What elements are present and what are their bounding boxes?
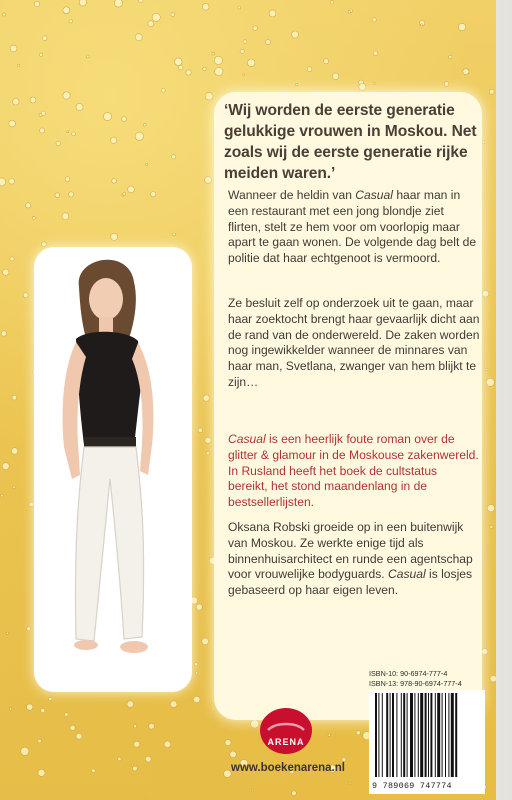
bubble [482,649,488,655]
bubble [111,233,118,240]
bubble [63,92,70,99]
bubble [215,67,223,75]
bubble [92,769,96,773]
bubble [195,672,198,675]
bubble [65,713,69,717]
bubble [34,1,40,7]
bubble [69,192,74,197]
barcode [373,693,481,781]
barcode-bar [420,693,423,777]
barcode-bar [401,693,402,777]
bubble [29,502,33,506]
bubble [359,83,366,90]
bubble [38,739,42,743]
barcode-bar [382,693,383,777]
barcode-bar [418,693,419,777]
bubble [225,740,231,746]
bubble [114,0,122,7]
bubble [205,176,212,183]
bubble [348,10,351,13]
barcode-bar [375,693,377,777]
bubble [2,463,9,470]
bubble [173,233,176,236]
bubble [79,0,86,6]
bubble [151,192,156,197]
bubble [205,437,211,443]
publisher-website: www.boekenarena.nl [231,762,345,774]
bubble [69,20,72,23]
bubble [21,747,29,755]
bubble [11,448,18,455]
bubble [3,269,9,275]
barcode-bar [392,693,394,777]
bubble [253,26,257,30]
bubble [134,741,140,747]
bubble [243,74,245,76]
bubble [30,97,36,103]
bubble [10,257,14,261]
bubble [490,526,493,529]
bubble [0,178,6,186]
bubble [179,65,184,70]
barcode-bar [425,693,427,777]
bubble [70,725,75,730]
bubble [103,112,111,120]
bubble [202,3,209,10]
bubble [27,627,31,631]
bubble [9,179,15,185]
bubble [128,186,135,193]
bubble [143,123,146,126]
isbn-13: ISBN-13: 978-90-6974-777-4 [369,679,462,688]
bubble [307,67,312,72]
bubble [266,40,271,45]
bubble [247,59,255,67]
bubble [40,128,45,133]
bubble [342,757,346,761]
bubble [172,155,176,159]
arena-logo-shape [260,708,312,754]
barcode-number: 9 789069 747774 [372,781,452,791]
bubble [240,49,244,53]
bubble [135,34,142,41]
bubble [196,604,202,610]
bubble [171,13,175,17]
page-edge [496,0,512,800]
bubble [145,756,151,762]
bubble [149,723,155,729]
bubble [26,203,31,208]
bubble [76,103,83,110]
book-title-italic: Casual [388,567,426,582]
author-bio: Oksana Robski groeide op in een buitenwijk van Moskou. Ze werkte enige tijd als binnenhuisarchitect en runde een agentschap voor vrouwelijke bodyguards. Casual is losjes gebaseerd op haar eigen leven. [228,520,473,598]
bubble [110,137,116,143]
bubble [1,494,4,497]
bubble [489,89,494,94]
bubble [41,709,45,713]
bubble [373,83,375,85]
barcode-bar [442,693,443,777]
bubble [121,117,126,122]
bubble [86,55,89,58]
bubble [202,638,209,645]
bubble [328,734,331,737]
barcode-bar [396,693,397,777]
bubble [148,21,154,27]
bubble [40,53,43,56]
bubble [152,13,160,21]
bubble [1,331,6,336]
bubble [205,92,213,100]
bubble [10,45,17,52]
barcode-bar [428,693,429,777]
bubble [38,769,45,776]
bubble [486,369,488,371]
bubble [203,67,206,70]
bubble [292,31,299,38]
bubble [133,766,138,771]
bubble [206,452,209,455]
woman-illustration [34,247,192,692]
bubble [112,178,117,183]
bubble [449,55,452,58]
barcode-bar [414,693,415,777]
isbn-10: ISBN-10: 90-6974-777-4 [369,669,448,678]
bubble [164,741,171,748]
bubble [332,73,339,80]
bubble [161,88,165,92]
bubble [123,193,126,196]
barcode-bar [445,693,446,777]
publisher-logo [256,704,316,760]
barcode-bar [437,693,440,777]
bubble [186,70,191,75]
barcode-bar [403,693,405,777]
bubble [12,395,17,400]
bubble [118,757,122,761]
bubble [32,216,35,219]
bubble [131,764,133,766]
book-title-italic: Casual [228,432,266,446]
bubble [292,791,297,796]
bubble [252,789,254,791]
bubble [175,58,183,66]
bubble [482,141,485,144]
barcode-bar [430,693,432,777]
bubble [63,7,70,14]
bubble [9,120,16,127]
bubble [13,99,20,106]
barcode-bar [407,693,408,777]
bubble [356,731,360,735]
bubble [49,697,52,700]
bubble [458,23,465,30]
bubble [9,708,11,710]
bubble [487,504,494,511]
bubble [420,24,422,26]
barcode-bar [435,693,436,777]
barcode-bar [378,693,379,777]
author-photo [34,247,192,692]
bubble [146,163,148,165]
cover-quote: ‘Wij worden de eerste generatie gelukkige vrouwen in Moskou. Net zoals wij de eerste generatie rijke meiden waren.’ [224,102,477,182]
bubble [482,291,489,298]
bubble [269,10,276,17]
bubble [170,701,177,708]
bubble [486,378,494,386]
bubble [238,6,241,9]
bubble [55,193,60,198]
bubble [138,0,143,2]
bubble [134,725,137,728]
bubble [198,428,202,432]
bubble [76,733,82,739]
bubble [62,213,69,220]
bubble [41,242,46,247]
bubble [214,56,222,64]
bubble [72,132,76,136]
bubble [296,83,298,85]
bubble [243,40,247,44]
text-panel [214,92,482,720]
barcode-bar [386,693,388,777]
bubble [135,132,143,140]
bubble [324,59,329,64]
bubble [67,131,69,133]
barcode-bar [390,693,391,777]
book-title-italic: Casual [355,188,393,202]
bubble [39,114,42,117]
bubble [349,782,351,784]
bubble [42,36,47,41]
blurb-paragraph-2: Ze besluit zelf op onderzoek uit te gaan, maar haar zoektocht brengt haar gevaarlijk dicht aan de rand van de onderwereld. De zaken worden nog ingewikkelder wanneer de minnares van haar man, Svetlana, zwanger van hem blijkt te zijn… [228,296,480,389]
blurb-paragraph-3: Casual is een heerlijk foute roman over de glitter & glamour in de Moskouse zakenwereld. In Rusland heeft het boek de cultstatus bereikt, het stond maandenlang in de bestsellerlijsten. [228,432,479,510]
bubble [212,52,215,55]
publisher-logo-text: ARENA [267,737,305,747]
bubble [373,51,378,56]
bubble [12,486,15,489]
bubble [127,701,134,708]
bubble [18,64,20,66]
barcode-bar [451,693,454,777]
bubble [56,141,61,146]
bubble [444,82,449,87]
bubble [372,18,376,22]
bubble [330,1,333,4]
bubble [65,177,70,182]
bubble [193,696,200,703]
bubble [195,663,198,666]
bubble [2,13,5,16]
blurb-paragraph-1: Wanneer de heldin van Casual haar man in een restaurant met een jong blondje ziet flirten, stelt ze hem voor om voorlopig maar apart te gaan wonen. De volgende dag belt de politie dat haar echtgenoot is vermoord. [228,188,477,266]
barcode-bar [448,693,449,777]
bubble [463,69,469,75]
barcode-bar [455,693,457,777]
bubble [27,704,33,710]
bubble [203,395,209,401]
barcode-bar [410,693,413,777]
bubble [7,632,9,634]
bubble [23,293,28,298]
bubble [230,751,237,758]
